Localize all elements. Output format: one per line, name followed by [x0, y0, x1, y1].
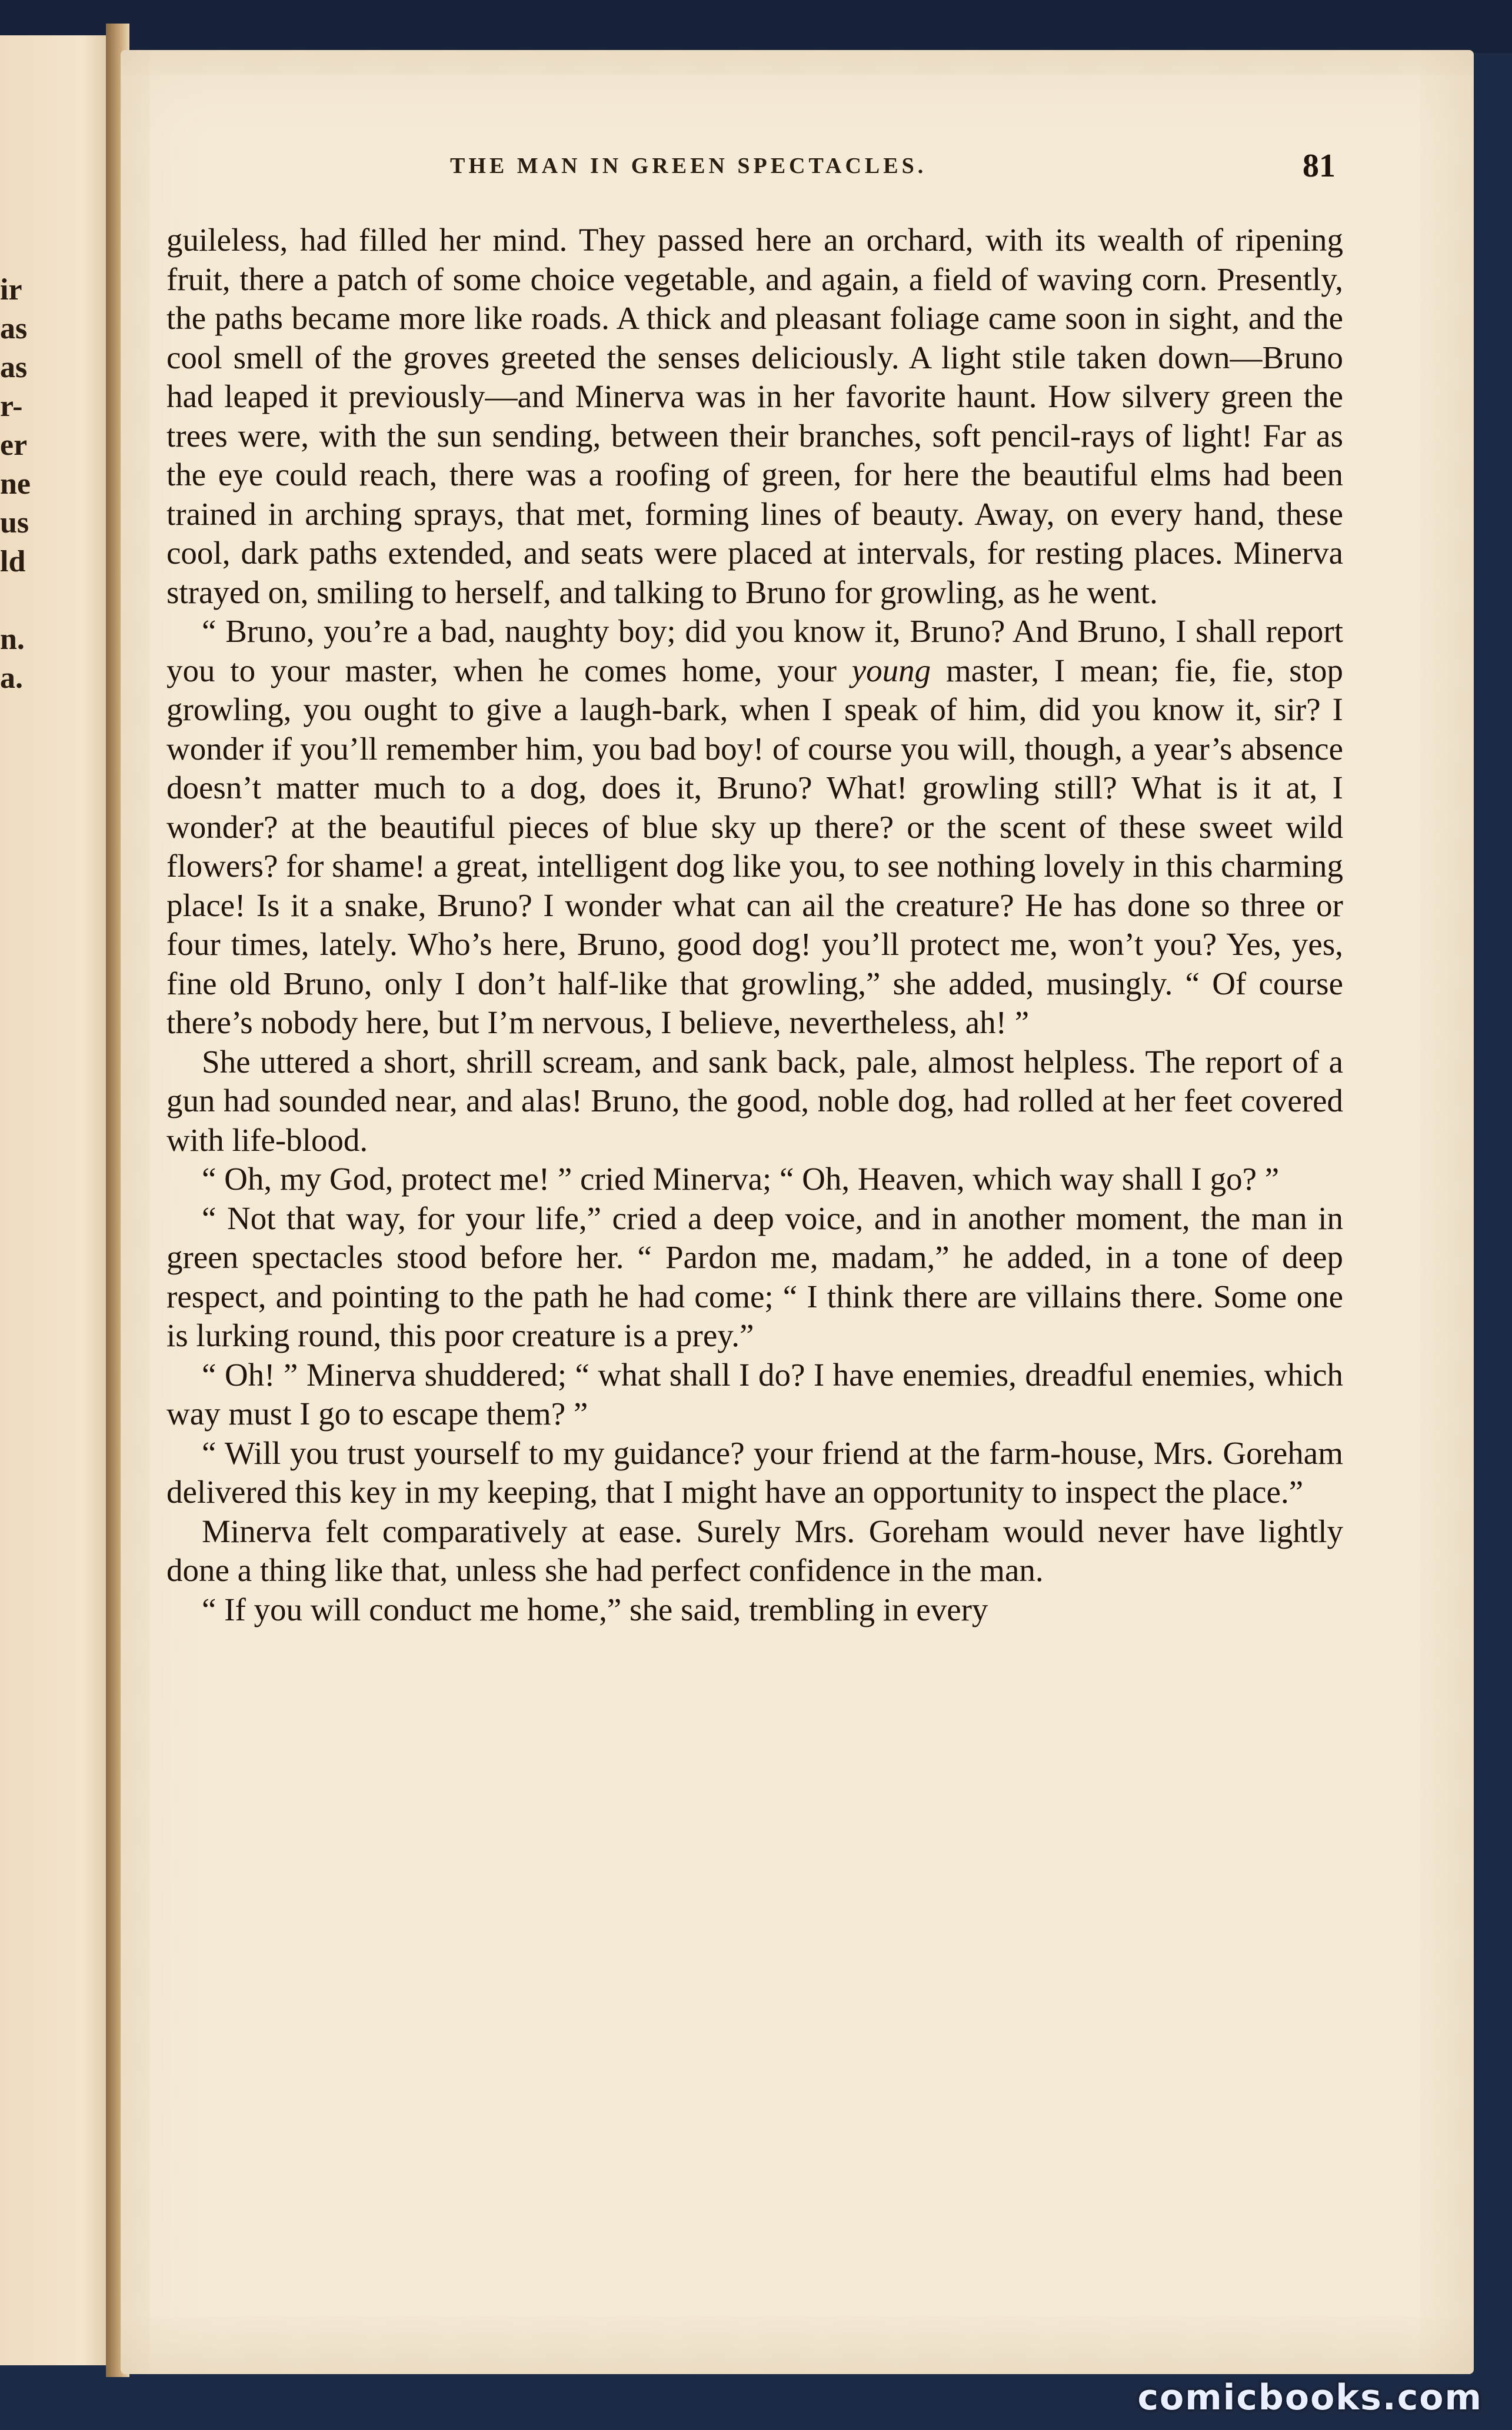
fragment: n. [0, 623, 25, 656]
page-number: 81 [1303, 148, 1336, 184]
paragraph: “ Not that way, for your life,” cried a deep voice, and in another moment, the man in green spectacles stood before her. “ Pardon me, madam,” he added, in a tone of deep respect, and pointing to the path he had come; “ I think there are villains there. Some one is lurking round, this poor creature is a prey.” [166, 1200, 1343, 1353]
book-page [121, 50, 1474, 2374]
paragraph [166, 612, 1343, 1043]
emphasis: young [851, 652, 931, 688]
paragraph: guileless, had filled her mind. They passed here an orchard, with its wealth of ripening fruit, there a patch of some choice vegetable, and again, a field of waving corn. Presently, the paths became more like roads. A thick and pleasant foliage came soon in sight, and the cool smell of the groves greeted the senses deliciously. A light stile taken down—Bruno had leaped it previously—and Minerva was in her favorite haunt. How silvery green the trees were, with the sun sending, between their branches, soft pencil-rays of light! Far as the eye could reach, there was a roofing of green, for here the beautiful elms had been trained in arching sprays, that met, forming lines of beauty. Away, on every hand, these cool, dark paths extended, and seats were placed at intervals, for resting places. Minerva strayed on, smiling to herself, and talking to Bruno for growling, as he went. [166, 222, 1343, 610]
fragment: a. [0, 661, 23, 695]
fragment: as [0, 351, 28, 384]
fragment: ld [0, 545, 26, 578]
body-text [166, 221, 1343, 2174]
facing-page-fragments [0, 271, 31, 698]
watermark: comicbooks.com [1137, 2377, 1483, 2418]
fragment: er [0, 428, 28, 462]
fragment: r- [0, 390, 23, 423]
fragment: as [0, 312, 28, 345]
fragment: us [0, 506, 29, 540]
fragment: ne [0, 467, 31, 501]
paragraph: “ Will you trust yourself to my guidance? your friend at the farm-house, Mrs. Goreham delivered this key in my keeping, that I might have an opportunity to inspect the place.” [166, 1434, 1343, 1510]
paragraph: “ Oh! ” Minerva shuddered; “ what shall I do? I have enemies, dreadful enemies, which way must I go to escape them? ” [166, 1356, 1343, 1432]
fragment [0, 581, 24, 620]
paragraph-text: “ Bruno, you’re a bad, naughty boy; did you know it, Bruno? And Bruno, I shall report you to your master, when he comes home, your [166, 613, 1343, 688]
paragraph-text: master, I mean; fie, fie, stop growling, you ought to give a laugh-bark, when I speak of him, did you know it, sir? I wonder if you’ll remember him, you bad boy! of course you will, though, a year’s absence doesn’t matter much to a dog, does it, Bruno? What! growling still? What is it at, I wonder? at the beautiful pieces of blue sky up there? or the scent of these sweet wild flowers? for shame! a great, intelligent dog like you, to see nothing lovely in this charming place! Is it a snake, Bruno? I wonder what can ail the creature? He has done so three or four times, lately. Who’s here, Bruno, good dog! you’ll protect me, won’t you? Yes, yes, fine old Bruno, only I don’t half-like that growling,” she added, musingly. “ Of course there’s nobody here, but I’m nervous, I believe, nevertheless, ah! ” [166, 652, 1343, 1040]
paragraph: “ If you will conduct me home,” she said, trembling in every [202, 1591, 988, 1627]
fragment: ir [0, 273, 22, 307]
scan-background [0, 0, 1512, 53]
running-title: THE MAN IN GREEN SPECTACLES. [450, 154, 927, 178]
page-header [121, 148, 1474, 200]
paragraph: Minerva felt comparatively at ease. Surely Mrs. Goreham would never have lightly done a thing like that, unless she had perfect confidence in the man. [166, 1513, 1343, 1588]
facing-page-edge [0, 35, 118, 2365]
paragraph: “ Oh, my God, protect me! ” cried Minerva; “ Oh, Heaven, which way shall I go? ” [202, 1161, 1280, 1197]
paragraph: She uttered a short, shrill scream, and sank back, pale, almost helpless. The report of a gun had sounded near, and alas! Bruno, the good, noble dog, had rolled at her feet covered with life-blood. [166, 1043, 1343, 1158]
